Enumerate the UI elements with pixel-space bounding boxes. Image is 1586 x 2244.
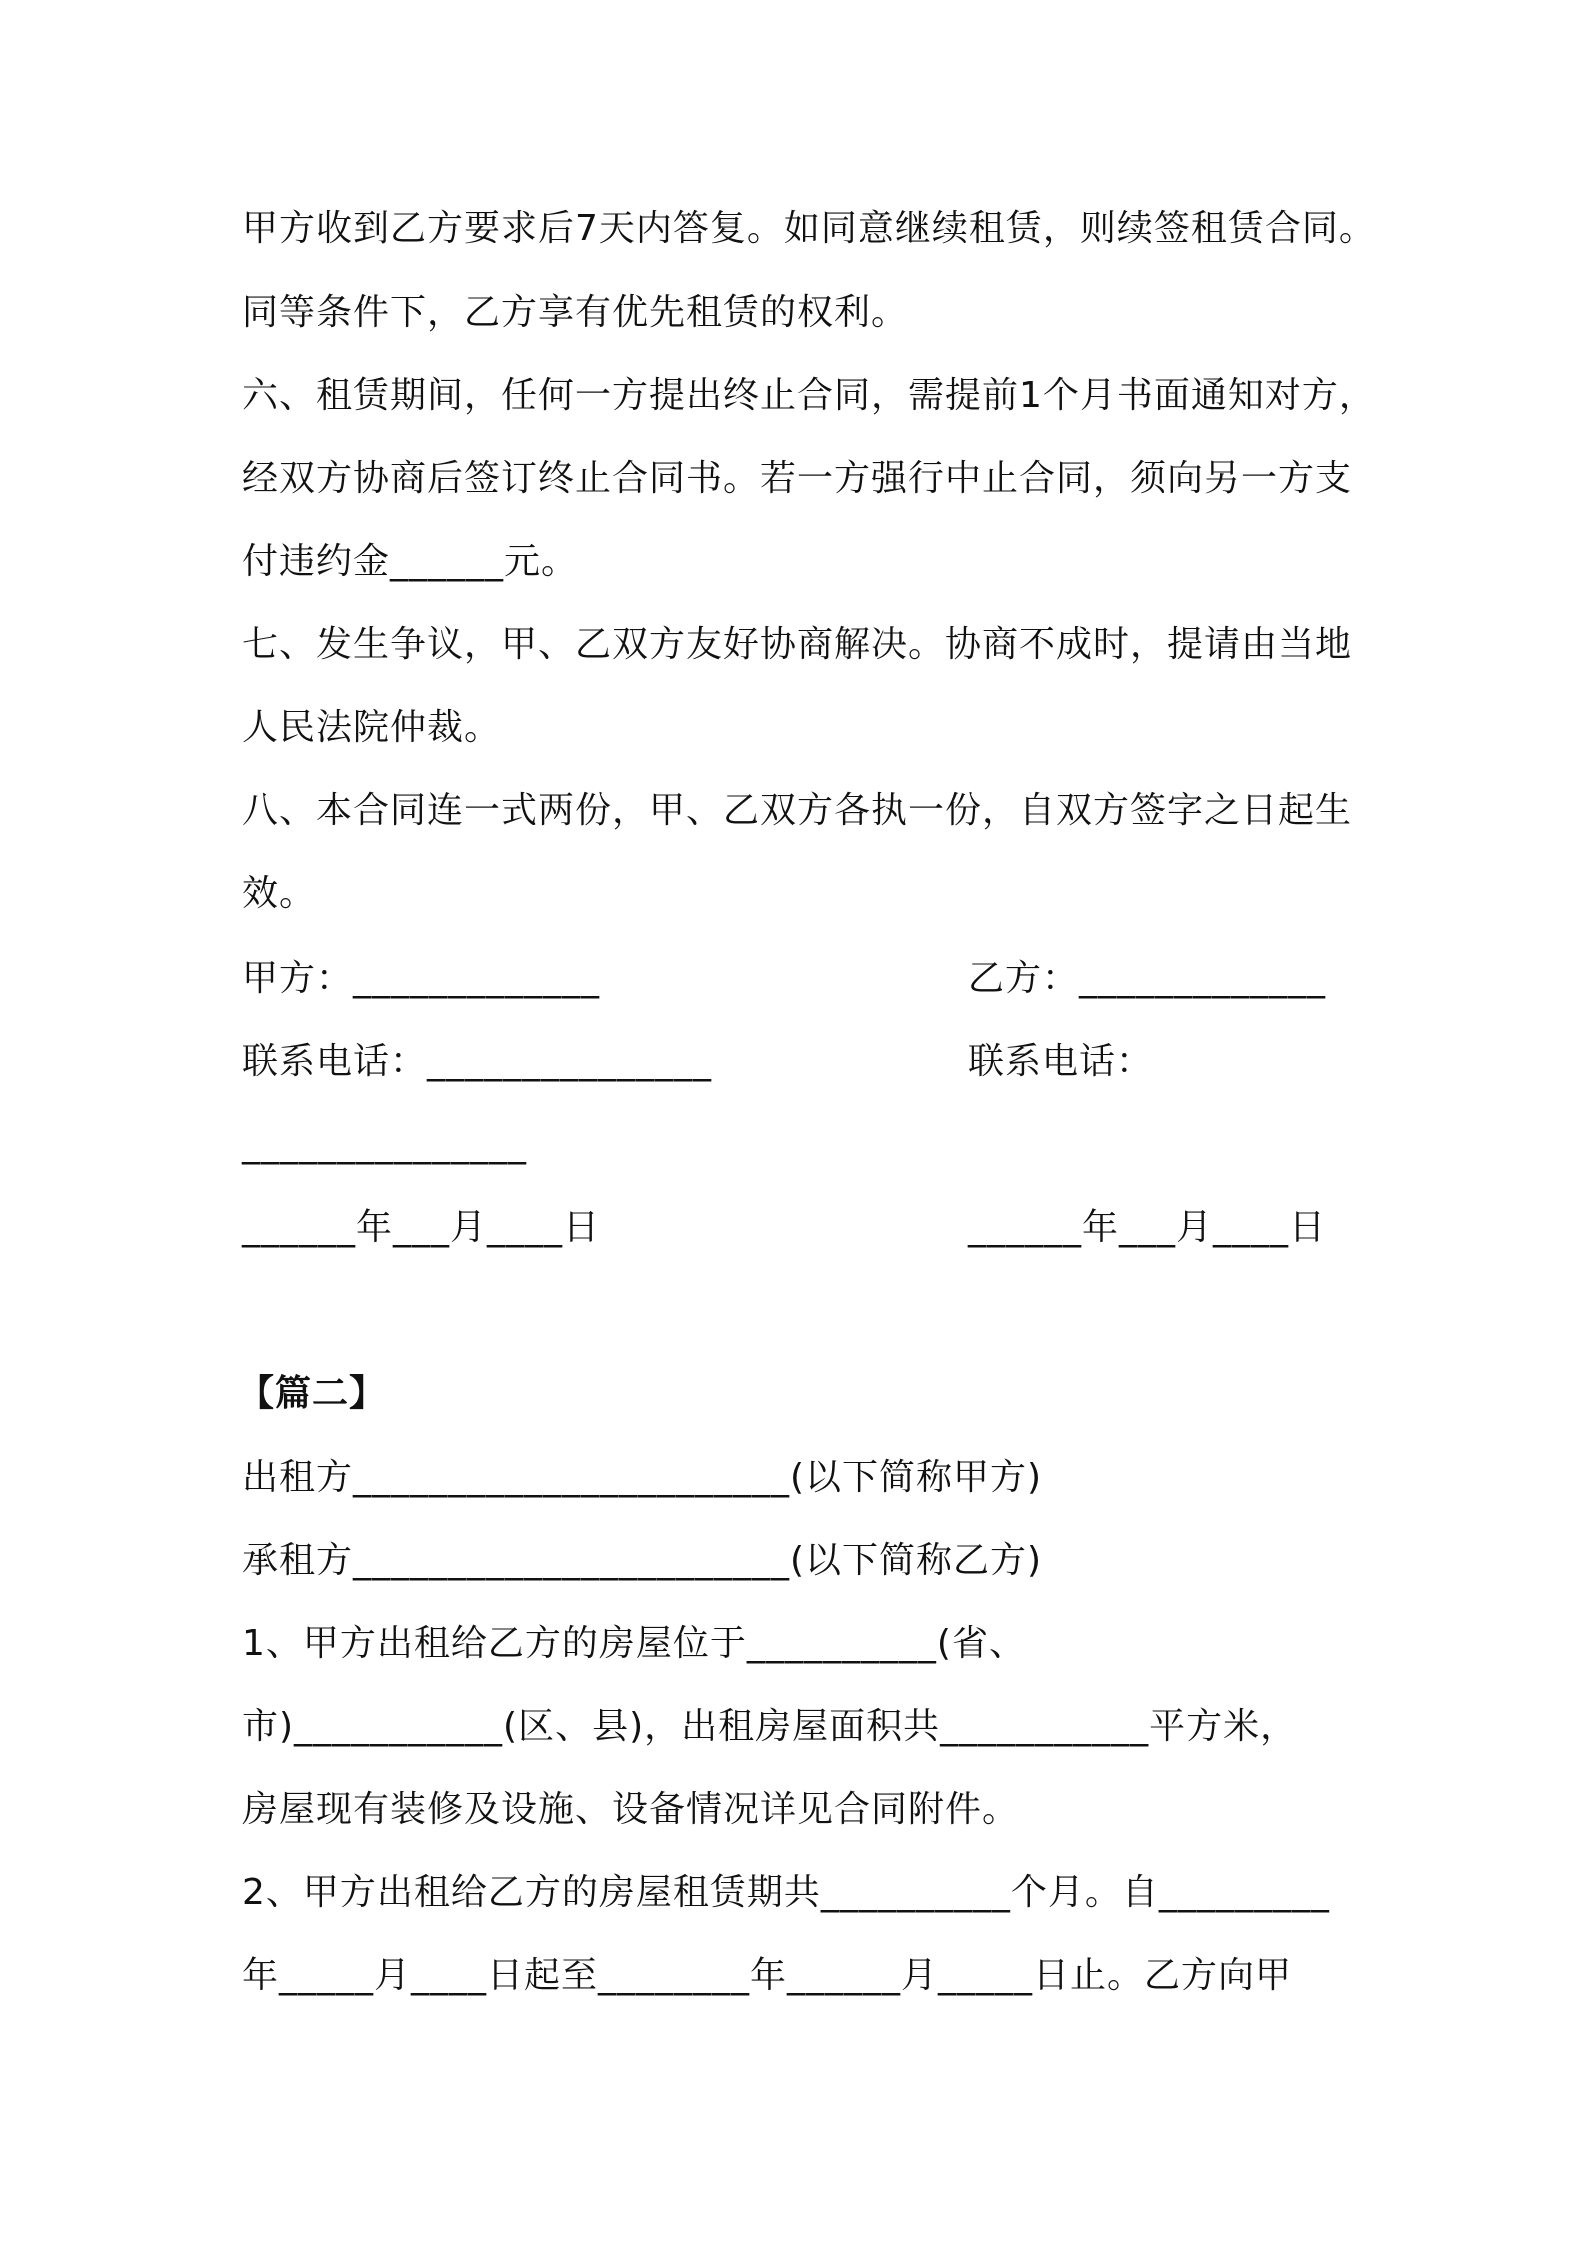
party-b-phone: 联系电话： — [968, 1041, 1154, 1082]
party-a-signature: 甲方：_____________ — [242, 958, 601, 999]
lessor-line: 出租方_______________________(以下简称甲方) — [242, 1457, 1043, 1498]
clause-6-line-2: 经双方协商后签订终止合同书。若一方强行中止合同，须向另一方支 — [242, 458, 1353, 499]
clause-6-line-3: 付违约金______元。 — [242, 541, 579, 582]
clause-8-line-2: 效。 — [242, 873, 317, 914]
clause-8-line-1: 八、本合同连一式两份，甲、乙双方各执一份，自双方签字之日起生 — [242, 790, 1353, 831]
clause-1-line-3: 房屋现有装修及设施、设备情况详见合同附件。 — [242, 1789, 1020, 1830]
party-a-phone: 联系电话：_______________ — [242, 1041, 713, 1082]
clause-6-line-1: 六、租赁期间，任何一方提出终止合同，需提前1个月书面通知对方， — [242, 375, 1376, 416]
clause-2-line-2: 年_____月____日起至________年______月_____日止。乙方向甲 — [242, 1955, 1293, 1996]
party-b-date: ______年___月____日 — [968, 1207, 1327, 1248]
clause-1-line-1: 1、甲方出租给乙方的房屋位于__________(省、 — [242, 1623, 1026, 1664]
party-a-date: ______年___月____日 — [242, 1207, 601, 1248]
clause-1-line-2: 市)___________(区、县)，出租房屋面积共___________平方米， — [242, 1706, 1298, 1747]
party-b-phone-blank: _______________ — [242, 1124, 527, 1165]
clause-5-continued-line-1: 甲方收到乙方要求后7天内答复。如同意继续租赁，则续签租赁合同。 — [242, 208, 1376, 249]
clause-2-line-1: 2、甲方出租给乙方的房屋租赁期共__________个月。自_________ — [242, 1872, 1330, 1913]
section-heading: 【篇二】 — [238, 1373, 387, 1414]
party-b-signature: 乙方：_____________ — [968, 958, 1327, 999]
lessee-line: 承租方_______________________(以下简称乙方) — [242, 1540, 1043, 1581]
clause-5-continued-line-2: 同等条件下，乙方享有优先租赁的权利。 — [242, 292, 909, 333]
clause-7-line-2: 人民法院仲裁。 — [242, 707, 502, 748]
clause-7-line-1: 七、发生争议，甲、乙双方友好协商解决。协商不成时，提请由当地 — [242, 624, 1353, 665]
